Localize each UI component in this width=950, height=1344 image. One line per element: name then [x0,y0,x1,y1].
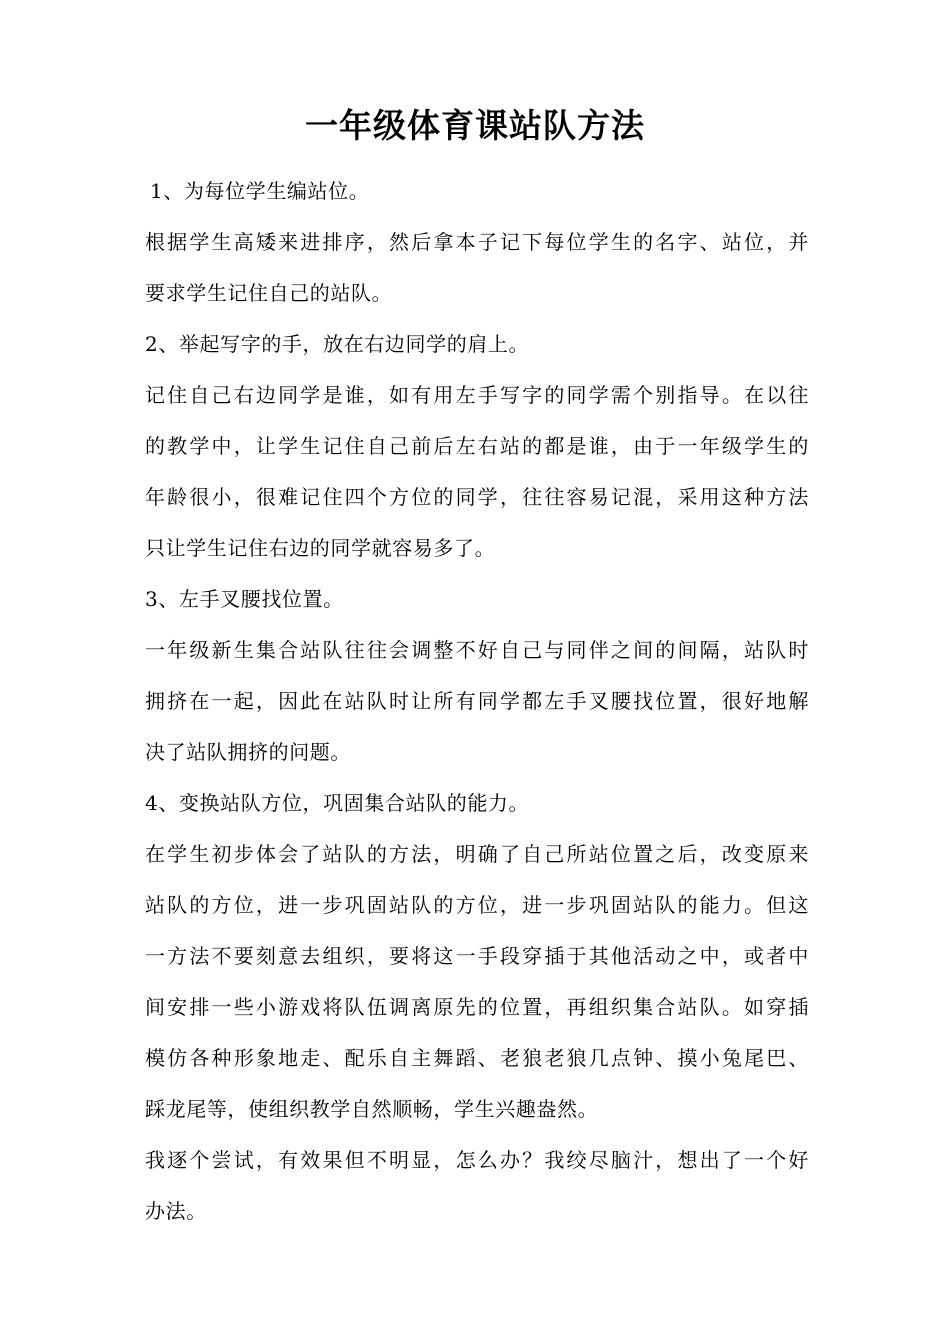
document-body [145,166,809,1237]
paragraph-line: 一年级新生集合站队往往会调整不好自己与同伴之间的间隔，站队时 [145,638,809,662]
section-heading-1: 1、为每位学生编站位。 [150,179,370,203]
paragraph-line: 的教学中，让学生记住自己前后左右站的都是谁，由于一年级学生的 [145,434,809,458]
paragraph-line: 踩龙尾等，使组织教学自然顺畅，学生兴趣盎然。 [145,1097,599,1121]
paragraph-line: 一方法不要刻意去组织，要将这一手段穿插于其他活动之中，或者中 [145,944,809,968]
paragraph-line: 决了站队拥挤的问题。 [145,740,351,764]
paragraph-line: 间安排一些小游戏将队伍调离原先的位置，再组织集合站队。如穿插 [145,995,809,1019]
paragraph-line: 模仿各种形象地走、配乐自主舞蹈、老狼老狼几点钟、摸小兔尾巴、 [145,1046,809,1070]
section-heading-4: 4、变换站队方位，巩固集合站队的能力。 [145,791,530,815]
paragraph-line: 站队的方位，进一步巩固站队的方位，进一步巩固站队的能力。但这 [145,893,809,917]
paragraph-line: 记住自己右边同学是谁，如有用左手写字的同学需个别指导。在以往 [145,383,809,407]
section-heading-2: 2、举起写字的手，放在右边同学的肩上。 [145,332,530,356]
paragraph-line: 办法。 [145,1199,207,1223]
paragraph-line: 我逐个尝试，有效果但不明显，怎么办？我绞尽脑汁，想出了一个好 [145,1148,809,1172]
paragraph-line: 年龄很小，很难记住四个方位的同学，往往容易记混，采用这种方法 [145,485,809,509]
paragraph-line: 只让学生记住右边的同学就容易多了。 [145,536,496,560]
document-title: 一年级体育课站队方法 [305,106,645,145]
paragraph-line: 要求学生记住自己的站队。 [145,281,393,305]
paragraph-line: 拥挤在一起，因此在站队时让所有同学都左手叉腰找位置，很好地解 [145,689,809,713]
paragraph-line: 在学生初步体会了站队的方法，明确了自己所站位置之后，改变原来 [145,842,809,866]
section-heading-3: 3、左手叉腰找位置。 [145,587,344,611]
paragraph-line: 根据学生高矮来进排序，然后拿本子记下每位学生的名字、站位，并 [145,230,809,254]
